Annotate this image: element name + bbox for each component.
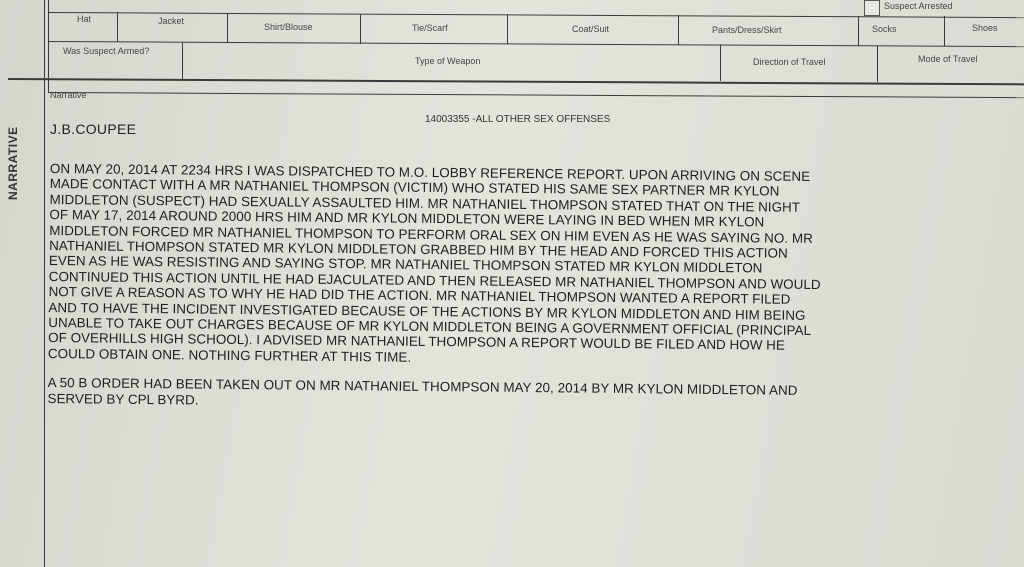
form-left-border-inner: [48, 0, 49, 92]
shirt-label: Shirt/Blouse: [264, 22, 313, 32]
officer-name: J.B.COUPEE: [50, 121, 137, 137]
pants-label: Pants/Dress/Skirt: [712, 25, 782, 35]
divider-2: [227, 13, 228, 43]
divider-4: [507, 14, 508, 44]
socks-label: Socks: [872, 24, 897, 34]
narrative-paragraph-1: ON MAY 20, 2014 AT 2234 HRS I WAS DISPATCHED TO M.O. LOBBY REFERENCE REPORT. UPON ARRIVING ON SCENE MADE CONTACT WITH A MR NATHANIEL THOMPSON (VICTIM) WHO STATED HIS SAME SEX PARTNER MR KYLON MIDDLETON (SUSPECT) HAD SEXUALLY ASSAULTED HIM. MR NATHANIEL THOMPSON STATED THAT ON THE NIGHT OF MAY 17, 2014 AROUND 2000 HRS HIM AND MR KYLON MIDDLETON WERE LAYING IN BED WHEN MR KYLON MIDDLETON FORCED MR NATHANIEL THOMPSON TO PERFORM ORAL SEX ON HIM EVEN AS HE WAS SAYING NO. MR NATHANIEL THOMPSON STATED MR KYLON MIDDLETON GRABBED HIM BY THE HEAD AND FORCED THIS ACTION EVEN AS HE WAS RESISTING AND SAYING STOP. MR NATHANIEL THOMPSON STATED MR KYLON MIDDLETON CONTINUED THIS ACTION UNTIL HE HAD EJACULATED AND THEN RELEASED MR NATHANIEL THOMPSON AND WOULD NOT GIVE A REASON AS TO WHY HE HAD DID THE ACTION. MR NATHANIEL THOMPSON WANTED A REPORT FILED AND TO HAVE THE INCIDENT INVESTIGATED BECAUSE OF THE ACTIONS BY MR KYLON MIDDLETON AND HIM BEING UNABLE TO TAKE OUT CHARGES BECAUSE OF MR KYLON MIDDLETON BEING A GOVERNMENT OFFICIAL (PRINCIPAL OF OVERHILLS HIGH SCHOOL). I ADVISED MR NATHANIEL THOMPSON A REPORT WOULD BE FILED AND HOW HE COULD OBTAIN ONE. NOTHING FURTHER AT THIS TIME.: [47, 161, 821, 365]
narrative-body: [47, 161, 1010, 430]
coat-label: Coat/Suit: [572, 24, 610, 34]
divider-6: [858, 16, 859, 46]
jacket-label: Jacket: [158, 16, 185, 26]
divider-8: [182, 43, 183, 79]
tie-label: Tie/Scarf: [412, 23, 448, 33]
divider-1: [117, 12, 118, 42]
case-number-offense: 14003355 -ALL OTHER SEX OFFENSES: [425, 114, 611, 125]
form-left-border: [44, 0, 45, 567]
divider-9: [720, 45, 721, 81]
form-line-narrative-header: [48, 92, 1024, 98]
narrative-paragraph-2: A 50 B ORDER HAD BEEN TAKEN OUT ON MR NATHANIEL THOMPSON MAY 20, 2014 BY MR KYLON MIDDLETON AND SERVED BY CPL BYRD.: [47, 375, 798, 408]
armed-label: Was Suspect Armed?: [63, 46, 150, 56]
narrative-side-label: NARRATIVE: [6, 126, 20, 200]
form-line-narrative-top: [8, 78, 1024, 85]
shoes-label: Shoes: [972, 23, 998, 33]
narrative-field-label: Narrative: [50, 90, 87, 100]
divider-7: [944, 16, 945, 46]
suspect-arrested-checkbox[interactable]: [864, 0, 880, 16]
hat-label: Hat: [77, 14, 92, 24]
divider-5: [678, 15, 679, 45]
divider-3: [360, 14, 361, 44]
divider-10: [877, 46, 878, 82]
direction-label: Direction of Travel: [753, 57, 826, 67]
weapon-label: Type of Weapon: [415, 56, 481, 66]
suspect-arrested-label: Suspect Arrested: [884, 1, 953, 11]
mode-label: Mode of Travel: [918, 54, 978, 64]
